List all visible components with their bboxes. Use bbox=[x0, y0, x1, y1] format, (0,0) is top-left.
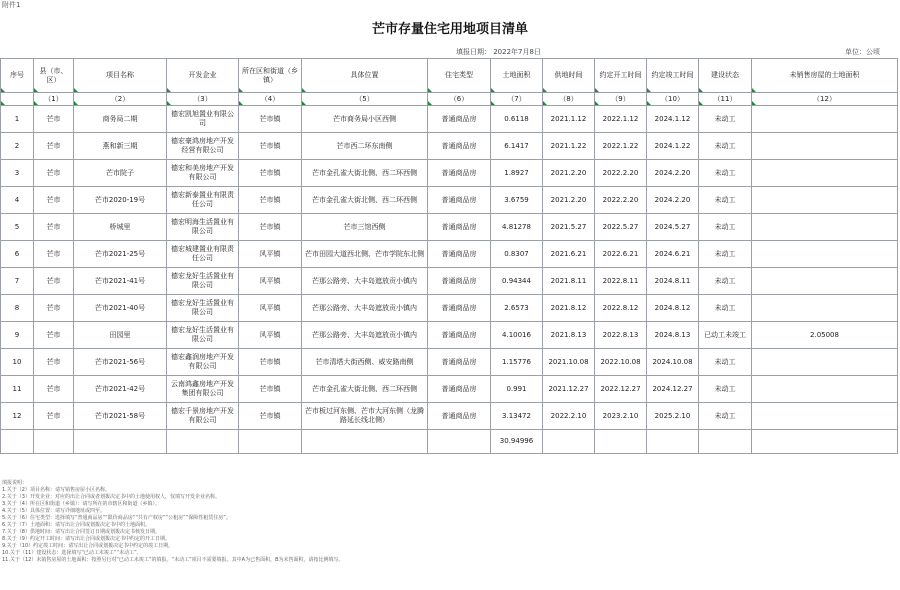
cell-loc: 芒市西二环东南侧 bbox=[302, 133, 428, 160]
cell-street: 芒市镇 bbox=[239, 133, 302, 160]
table-row bbox=[1, 133, 898, 160]
cell-dev: 德宏新泰置业有限责任公司 bbox=[167, 187, 239, 214]
cell-area: 3.13472 bbox=[491, 403, 543, 430]
empty-cell bbox=[74, 430, 167, 454]
cell-supply: 2021.5.27 bbox=[543, 214, 595, 241]
cell-marker-icon bbox=[239, 88, 243, 92]
cell-area: 0.991 bbox=[491, 376, 543, 403]
cell-start: 2022.8.12 bbox=[595, 295, 647, 322]
cell-loc: 芒市商务局小区西侧 bbox=[302, 106, 428, 133]
cell-marker-icon bbox=[167, 101, 171, 105]
cell-marker-icon bbox=[34, 88, 38, 92]
cell-no: 4 bbox=[1, 187, 34, 214]
note-line: 8.关于（9）约定开工时间：请写出让合同或划拨决定书中约定的开工日期。 bbox=[2, 536, 170, 542]
cell-finish: 2024.1.12 bbox=[647, 106, 699, 133]
cell-no: 2 bbox=[1, 133, 34, 160]
page-title: 芒市存量住宅用地项目清单 bbox=[371, 22, 528, 37]
cell-street: 芒市镇 bbox=[239, 403, 302, 430]
cell-status: 未动工 bbox=[699, 133, 752, 160]
cell-supply: 2021.8.12 bbox=[543, 295, 595, 322]
cell-type: 普通商品房 bbox=[428, 133, 491, 160]
cell-marker-icon bbox=[699, 101, 703, 105]
cell-status: 已动工未竣工 bbox=[699, 322, 752, 349]
cell-dev: 德宏凯旭置业有限公司 bbox=[167, 106, 239, 133]
cell-county: 芒市 bbox=[34, 214, 74, 241]
table-row bbox=[1, 403, 898, 430]
empty-cell bbox=[543, 430, 595, 454]
column-number-cell: （9） bbox=[595, 93, 647, 106]
note-line: 11.关于（12）未销售房屋的土地面积：按照另行对“已动工未竣工”的填报。“未动工”项目不需要填报。其中A为已售面积，B为未售面积，请按比例填写。 bbox=[2, 557, 344, 563]
cell-supply: 2022.2.10 bbox=[543, 403, 595, 430]
cell-status: 未动工 bbox=[699, 160, 752, 187]
cell-marker-icon bbox=[302, 88, 306, 92]
cell-street: 风平镇 bbox=[239, 268, 302, 295]
note-line: 2.关于（3）开发企业：对应的出让合同或者划拨决定书中的土地使用权人，仅填写开发企业名称。 bbox=[2, 494, 220, 500]
cell-area: 3.6759 bbox=[491, 187, 543, 214]
cell-county: 芒市 bbox=[34, 133, 74, 160]
header-cell: 住宅类型 bbox=[428, 59, 491, 93]
cell-finish: 2024.10.08 bbox=[647, 349, 699, 376]
cell-county: 芒市 bbox=[34, 349, 74, 376]
table-row bbox=[1, 295, 898, 322]
table-row bbox=[1, 349, 898, 376]
note-line: 填报说明： bbox=[2, 480, 28, 486]
cell-supply: 2021.8.11 bbox=[543, 268, 595, 295]
empty-cell bbox=[752, 430, 898, 454]
cell-area: 4.10016 bbox=[491, 322, 543, 349]
cell-status: 未动工 bbox=[699, 106, 752, 133]
table-row bbox=[1, 241, 898, 268]
cell-marker-icon bbox=[167, 88, 171, 92]
cell-status: 未动工 bbox=[699, 187, 752, 214]
cell-street: 芒市镇 bbox=[239, 106, 302, 133]
empty-cell bbox=[595, 430, 647, 454]
cell-type: 普通商品房 bbox=[428, 187, 491, 214]
cell-marker-icon bbox=[74, 88, 78, 92]
cell-unsold bbox=[752, 133, 898, 160]
header-cell: 具体位置 bbox=[302, 59, 428, 93]
cell-type: 普通商品房 bbox=[428, 241, 491, 268]
cell-street: 风平镇 bbox=[239, 295, 302, 322]
cell-start: 2022.1.12 bbox=[595, 106, 647, 133]
table-row bbox=[1, 160, 898, 187]
table-row bbox=[1, 268, 898, 295]
header-cell: 开发企业 bbox=[167, 59, 239, 93]
cell-type: 普通商品房 bbox=[428, 160, 491, 187]
cell-name: 桥城里 bbox=[74, 214, 167, 241]
cell-finish: 2024.8.11 bbox=[647, 268, 699, 295]
empty-cell bbox=[1, 430, 34, 454]
cell-area: 1.8927 bbox=[491, 160, 543, 187]
cell-name: 芒市2021-58号 bbox=[74, 403, 167, 430]
cell-status: 未动工 bbox=[699, 349, 752, 376]
cell-type: 普通商品房 bbox=[428, 295, 491, 322]
cell-name: 芒市2021-56号 bbox=[74, 349, 167, 376]
cell-county: 芒市 bbox=[34, 187, 74, 214]
cell-supply: 2021.6.21 bbox=[543, 241, 595, 268]
column-number-cell bbox=[1, 93, 34, 106]
cell-loc: 芒那公路旁、大丰岛遮放贡小镇内 bbox=[302, 268, 428, 295]
cell-type: 普通商品房 bbox=[428, 376, 491, 403]
cell-supply: 2021.12.27 bbox=[543, 376, 595, 403]
header-cell: 县（市、区） bbox=[34, 59, 74, 93]
cell-marker-icon bbox=[752, 88, 756, 92]
cell-loc: 芒那公路旁、大丰岛遮放贡小镇内 bbox=[302, 295, 428, 322]
cell-marker-icon bbox=[543, 101, 547, 105]
cell-dev: 德宏鑫润房地产开发有限公司 bbox=[167, 349, 239, 376]
cell-start: 2023.2.10 bbox=[595, 403, 647, 430]
cell-unsold bbox=[752, 214, 898, 241]
cell-finish: 2024.8.12 bbox=[647, 295, 699, 322]
cell-marker-icon bbox=[239, 101, 243, 105]
column-number-cell: （3） bbox=[167, 93, 239, 106]
column-number-cell: （12） bbox=[752, 93, 898, 106]
cell-county: 芒市 bbox=[34, 268, 74, 295]
column-number-cell: （11） bbox=[699, 93, 752, 106]
table-row bbox=[1, 214, 898, 241]
cell-no: 8 bbox=[1, 295, 34, 322]
cell-status: 未动工 bbox=[699, 295, 752, 322]
column-number-cell: （10） bbox=[647, 93, 699, 106]
cell-no: 3 bbox=[1, 160, 34, 187]
cell-loc: 芒市金孔雀大街北侧、西二环西侧 bbox=[302, 160, 428, 187]
cell-start: 2022.2.20 bbox=[595, 160, 647, 187]
note-line: 3.关于（4）所在区和街道（乡镇）：请写所在的市辖区和街道（乡镇）。 bbox=[2, 501, 160, 507]
cell-start: 2022.2.20 bbox=[595, 187, 647, 214]
cell-marker-icon bbox=[491, 88, 495, 92]
empty-cell bbox=[239, 430, 302, 454]
cell-dev: 德宏城建置业有限责任公司 bbox=[167, 241, 239, 268]
cell-type: 普通商品房 bbox=[428, 322, 491, 349]
empty-cell bbox=[699, 430, 752, 454]
cell-no: 9 bbox=[1, 322, 34, 349]
cell-street: 风平镇 bbox=[239, 241, 302, 268]
cell-name: 燕和新三期 bbox=[74, 133, 167, 160]
cell-start: 2022.8.11 bbox=[595, 268, 647, 295]
cell-start: 2022.1.22 bbox=[595, 133, 647, 160]
cell-county: 芒市 bbox=[34, 403, 74, 430]
cell-loc: 芒市田园大道西北侧、芒市学院东北侧 bbox=[302, 241, 428, 268]
header-cell: 约定竣工时间 bbox=[647, 59, 699, 93]
cell-marker-icon bbox=[647, 101, 651, 105]
cell-loc: 芒那公路旁、大丰岛遮放贡小镇内 bbox=[302, 322, 428, 349]
cell-unsold bbox=[752, 403, 898, 430]
cell-name: 芒市2021-40号 bbox=[74, 295, 167, 322]
column-number-cell: （8） bbox=[543, 93, 595, 106]
cell-supply: 2021.2.20 bbox=[543, 187, 595, 214]
cell-county: 芒市 bbox=[34, 106, 74, 133]
cell-marker-icon bbox=[699, 88, 703, 92]
cell-status: 未动工 bbox=[699, 214, 752, 241]
cell-street: 风平镇 bbox=[239, 322, 302, 349]
cell-name: 芒市院子 bbox=[74, 160, 167, 187]
column-number-cell: （4） bbox=[239, 93, 302, 106]
cell-loc: 芒市三馆西侧 bbox=[302, 214, 428, 241]
cell-start: 2022.6.21 bbox=[595, 241, 647, 268]
table-row bbox=[1, 376, 898, 403]
table-row bbox=[1, 106, 898, 133]
total-area-cell: 30.94996 bbox=[491, 430, 543, 454]
cell-area: 0.8307 bbox=[491, 241, 543, 268]
cell-loc: 芒市金孔雀大街北侧、西二环西侧 bbox=[302, 187, 428, 214]
cell-street: 芒市镇 bbox=[239, 376, 302, 403]
cell-status: 未动工 bbox=[699, 376, 752, 403]
cell-supply: 2021.1.22 bbox=[543, 133, 595, 160]
cell-dev: 德宏龙好生活置业有限公司 bbox=[167, 268, 239, 295]
cell-unsold bbox=[752, 160, 898, 187]
note-line: 6.关于（7）土地面积：请写出让合同或划拨决定书中的土地面积。 bbox=[2, 522, 150, 528]
cell-loc: 芒市金孔雀大街北侧、西二环西侧 bbox=[302, 376, 428, 403]
cell-name: 商务局二期 bbox=[74, 106, 167, 133]
cell-area: 1.15776 bbox=[491, 349, 543, 376]
header-cell: 土地面积 bbox=[491, 59, 543, 93]
cell-type: 普通商品房 bbox=[428, 349, 491, 376]
column-number-cell: （7） bbox=[491, 93, 543, 106]
cell-loc: 芒市板过河东侧、芒市大河东侧（龙腾路延长线北侧） bbox=[302, 403, 428, 430]
cell-type: 普通商品房 bbox=[428, 268, 491, 295]
land-list-table bbox=[0, 58, 898, 454]
column-number-cell: （6） bbox=[428, 93, 491, 106]
cell-finish: 2024.5.27 bbox=[647, 214, 699, 241]
cell-supply: 2021.10.08 bbox=[543, 349, 595, 376]
cell-marker-icon bbox=[428, 88, 432, 92]
cell-marker-icon bbox=[1, 88, 5, 92]
note-line: 10.关于（11）建设状态：选择填写“已动工未竣工”“未动工”。 bbox=[2, 550, 142, 556]
cell-start: 2022.12.27 bbox=[595, 376, 647, 403]
cell-name: 芒市2020-19号 bbox=[74, 187, 167, 214]
cell-street: 芒市镇 bbox=[239, 214, 302, 241]
empty-cell bbox=[647, 430, 699, 454]
cell-status: 未动工 bbox=[699, 241, 752, 268]
cell-start: 2022.5.27 bbox=[595, 214, 647, 241]
cell-supply: 2021.8.13 bbox=[543, 322, 595, 349]
cell-finish: 2024.8.13 bbox=[647, 322, 699, 349]
cell-no: 10 bbox=[1, 349, 34, 376]
cell-area: 4.81278 bbox=[491, 214, 543, 241]
cell-no: 1 bbox=[1, 106, 34, 133]
cell-finish: 2024.6.21 bbox=[647, 241, 699, 268]
cell-marker-icon bbox=[595, 88, 599, 92]
cell-loc: 芒市清塔大街西侧、威安路南侧 bbox=[302, 349, 428, 376]
attachment-label: 附件1 bbox=[2, 1, 21, 9]
unit-label: 单位：公顷 bbox=[845, 48, 880, 56]
note-line: 4.关于（5）具体位置：请写详细地址或四至。 bbox=[2, 508, 105, 514]
note-line: 5.关于（6）住宅类型：选择填写“普通商品房”“限价商品房”“共有产权房”“公租房”“保障性租赁住房”。 bbox=[2, 515, 231, 521]
column-number-cell: （2） bbox=[74, 93, 167, 106]
cell-unsold bbox=[752, 268, 898, 295]
cell-status: 未动工 bbox=[699, 268, 752, 295]
cell-type: 普通商品房 bbox=[428, 214, 491, 241]
cell-marker-icon bbox=[1, 101, 5, 105]
cell-marker-icon bbox=[428, 101, 432, 105]
cell-county: 芒市 bbox=[34, 241, 74, 268]
cell-unsold bbox=[752, 241, 898, 268]
cell-finish: 2024.2.20 bbox=[647, 160, 699, 187]
cell-name: 田园里 bbox=[74, 322, 167, 349]
cell-finish: 2025.2.10 bbox=[647, 403, 699, 430]
cell-county: 芒市 bbox=[34, 322, 74, 349]
cell-supply: 2021.2.20 bbox=[543, 160, 595, 187]
cell-street: 芒市镇 bbox=[239, 160, 302, 187]
cell-dev: 云南鸿鑫房地产开发集团有限公司 bbox=[167, 376, 239, 403]
cell-dev: 德宏豪鸿房地产开发经营有限公司 bbox=[167, 133, 239, 160]
header-cell: 所在区和街道（乡镇） bbox=[239, 59, 302, 93]
report-date: 填报日期： 2022年7月8日 bbox=[456, 48, 541, 56]
cell-street: 芒市镇 bbox=[239, 349, 302, 376]
cell-finish: 2024.12.27 bbox=[647, 376, 699, 403]
cell-start: 2022.8.13 bbox=[595, 322, 647, 349]
cell-name: 芒市2021-42号 bbox=[74, 376, 167, 403]
cell-no: 12 bbox=[1, 403, 34, 430]
cell-marker-icon bbox=[74, 101, 78, 105]
cell-dev: 德宏龙好生活置业有限公司 bbox=[167, 322, 239, 349]
cell-unsold bbox=[752, 187, 898, 214]
empty-cell bbox=[167, 430, 239, 454]
header-cell: 未销售房屋的土地面积 bbox=[752, 59, 898, 93]
header-cell: 序号 bbox=[1, 59, 34, 93]
note-line: 1.关于（2）项目名称：请写销售房屋小区名称。 bbox=[2, 487, 110, 493]
cell-marker-icon bbox=[647, 88, 651, 92]
header-row bbox=[1, 59, 898, 93]
cell-county: 芒市 bbox=[34, 295, 74, 322]
cell-no: 6 bbox=[1, 241, 34, 268]
cell-marker-icon bbox=[752, 101, 756, 105]
column-number-cell: （5） bbox=[302, 93, 428, 106]
column-number-row bbox=[1, 93, 898, 106]
column-number-cell: （1） bbox=[34, 93, 74, 106]
cell-type: 普通商品房 bbox=[428, 403, 491, 430]
cell-supply: 2021.1.12 bbox=[543, 106, 595, 133]
header-cell: 约定开工时间 bbox=[595, 59, 647, 93]
cell-status: 未动工 bbox=[699, 403, 752, 430]
note-line: 7.关于（8）供地时间：请写出让合同签订日期或划拨决定书核发日期。 bbox=[2, 529, 160, 535]
cell-county: 芒市 bbox=[34, 376, 74, 403]
cell-area: 0.94344 bbox=[491, 268, 543, 295]
cell-name: 芒市2021-41号 bbox=[74, 268, 167, 295]
cell-finish: 2024.2.20 bbox=[647, 187, 699, 214]
cell-unsold bbox=[752, 295, 898, 322]
cell-county: 芒市 bbox=[34, 160, 74, 187]
table-row bbox=[1, 187, 898, 214]
cell-unsold bbox=[752, 376, 898, 403]
total-row bbox=[1, 430, 898, 454]
table-row bbox=[1, 322, 898, 349]
cell-marker-icon bbox=[543, 88, 547, 92]
cell-dev: 德宏和美房地产开发有限公司 bbox=[167, 160, 239, 187]
empty-cell bbox=[34, 430, 74, 454]
cell-marker-icon bbox=[34, 101, 38, 105]
cell-marker-icon bbox=[491, 101, 495, 105]
cell-street: 芒市镇 bbox=[239, 187, 302, 214]
cell-marker-icon bbox=[302, 101, 306, 105]
header-cell: 项目名称 bbox=[74, 59, 167, 93]
cell-dev: 德宏千景房地产开发有限公司 bbox=[167, 403, 239, 430]
cell-area: 6.1417 bbox=[491, 133, 543, 160]
header-cell: 供地时间 bbox=[543, 59, 595, 93]
cell-unsold bbox=[752, 106, 898, 133]
cell-no: 7 bbox=[1, 268, 34, 295]
cell-start: 2022.10.08 bbox=[595, 349, 647, 376]
empty-cell bbox=[428, 430, 491, 454]
cell-finish: 2024.1.22 bbox=[647, 133, 699, 160]
cell-area: 0.6118 bbox=[491, 106, 543, 133]
cell-marker-icon bbox=[595, 101, 599, 105]
cell-unsold bbox=[752, 349, 898, 376]
cell-no: 11 bbox=[1, 376, 34, 403]
cell-dev: 德宏龙好生活置业有限公司 bbox=[167, 295, 239, 322]
cell-name: 芒市2021-25号 bbox=[74, 241, 167, 268]
cell-type: 普通商品房 bbox=[428, 106, 491, 133]
cell-dev: 德宏明海生活置业有限公司 bbox=[167, 214, 239, 241]
filling-notes bbox=[2, 480, 897, 564]
empty-cell bbox=[302, 430, 428, 454]
cell-no: 5 bbox=[1, 214, 34, 241]
cell-unsold: 2.05008 bbox=[752, 322, 898, 349]
note-line: 9.关于（10）约定竣工时间：请写出让合同或划拨决定书中约定的竣工日期。 bbox=[2, 543, 174, 549]
header-cell: 建设状态 bbox=[699, 59, 752, 93]
cell-area: 2.6573 bbox=[491, 295, 543, 322]
